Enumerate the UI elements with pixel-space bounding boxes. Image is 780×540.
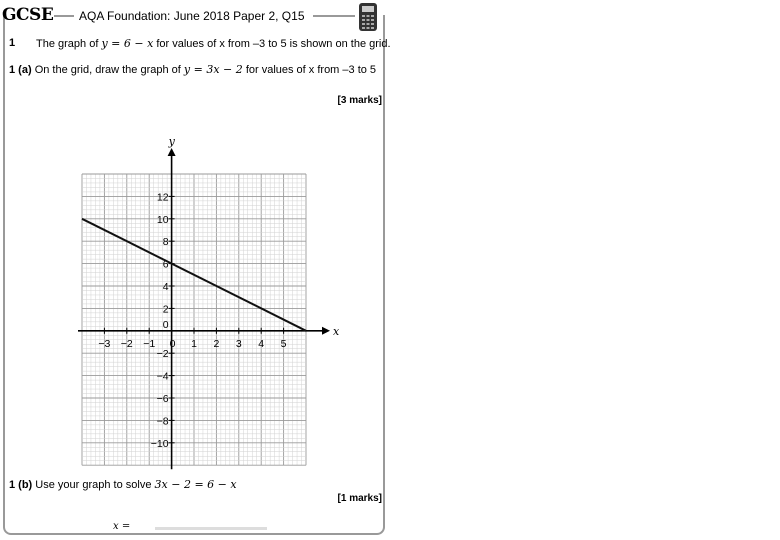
question-number: 1: [9, 37, 16, 49]
calculator-icon: [358, 2, 378, 32]
y-tick-label: 4: [162, 281, 169, 293]
question-intro: The graph of y = 6 − x for values of x from –3 to 5 is shown on the grid.: [36, 37, 391, 50]
part-b-label: 1 (b): [9, 479, 33, 491]
x-tick-label: 2: [213, 337, 220, 350]
part-a-marks: [3 marks]: [337, 95, 382, 106]
x-tick-label: 5: [280, 337, 287, 350]
part-b-marks: [1 marks]: [337, 493, 382, 504]
header-rule-left: [54, 15, 74, 17]
x-tick-label: −3: [98, 337, 111, 350]
header-title: AQA Foundation: June 2018 Paper 2, Q15: [79, 9, 305, 23]
graph-grid[interactable]: [70, 135, 340, 470]
part-a-equation: y = 3x − 2: [183, 63, 243, 76]
part-b-equation: 3x − 2 = 6 − x: [154, 478, 237, 491]
header-rule-right: [313, 15, 355, 17]
part-a-prompt: 1 (a) On the grid, draw the graph of y = 3x − 2 for values of x from –3 to 5: [9, 63, 377, 76]
brand-logo: GCSE: [2, 5, 54, 25]
y-tick-label: 2: [162, 303, 169, 316]
y-axis-arrow: [168, 148, 176, 156]
part-a-label: 1 (a): [9, 64, 32, 76]
y-tick-label: −10: [150, 437, 169, 450]
x-tick-label: 0: [169, 337, 176, 350]
intro-equation: y = 6 − x: [101, 37, 154, 50]
y-tick-label: 8: [162, 236, 169, 249]
y-tick-label: −6: [156, 393, 169, 405]
y-tick-label: −4: [156, 370, 169, 383]
answer-field[interactable]: [155, 527, 267, 530]
x-tick-label: 3: [235, 337, 242, 350]
y-tick-label: 12: [156, 191, 169, 204]
y-tick-label: 10: [156, 213, 169, 226]
part-b-prompt: 1 (b) Use your graph to solve 3x − 2 = 6 − x: [9, 478, 237, 491]
answer-label: x =: [113, 521, 131, 532]
y-tick-label: 0: [162, 318, 169, 331]
y-axis-label: y: [168, 135, 175, 148]
y-tick-label: −8: [156, 415, 169, 428]
x-tick-label: −1: [143, 337, 156, 350]
x-axis-arrow: [322, 327, 330, 335]
x-axis-label: x: [333, 324, 340, 338]
x-tick-label: 1: [191, 337, 197, 350]
y-tick-label: −2: [156, 348, 169, 361]
y-tick-label: 6: [162, 258, 169, 271]
x-tick-label: −2: [120, 337, 133, 350]
x-tick-label: 4: [258, 337, 265, 350]
